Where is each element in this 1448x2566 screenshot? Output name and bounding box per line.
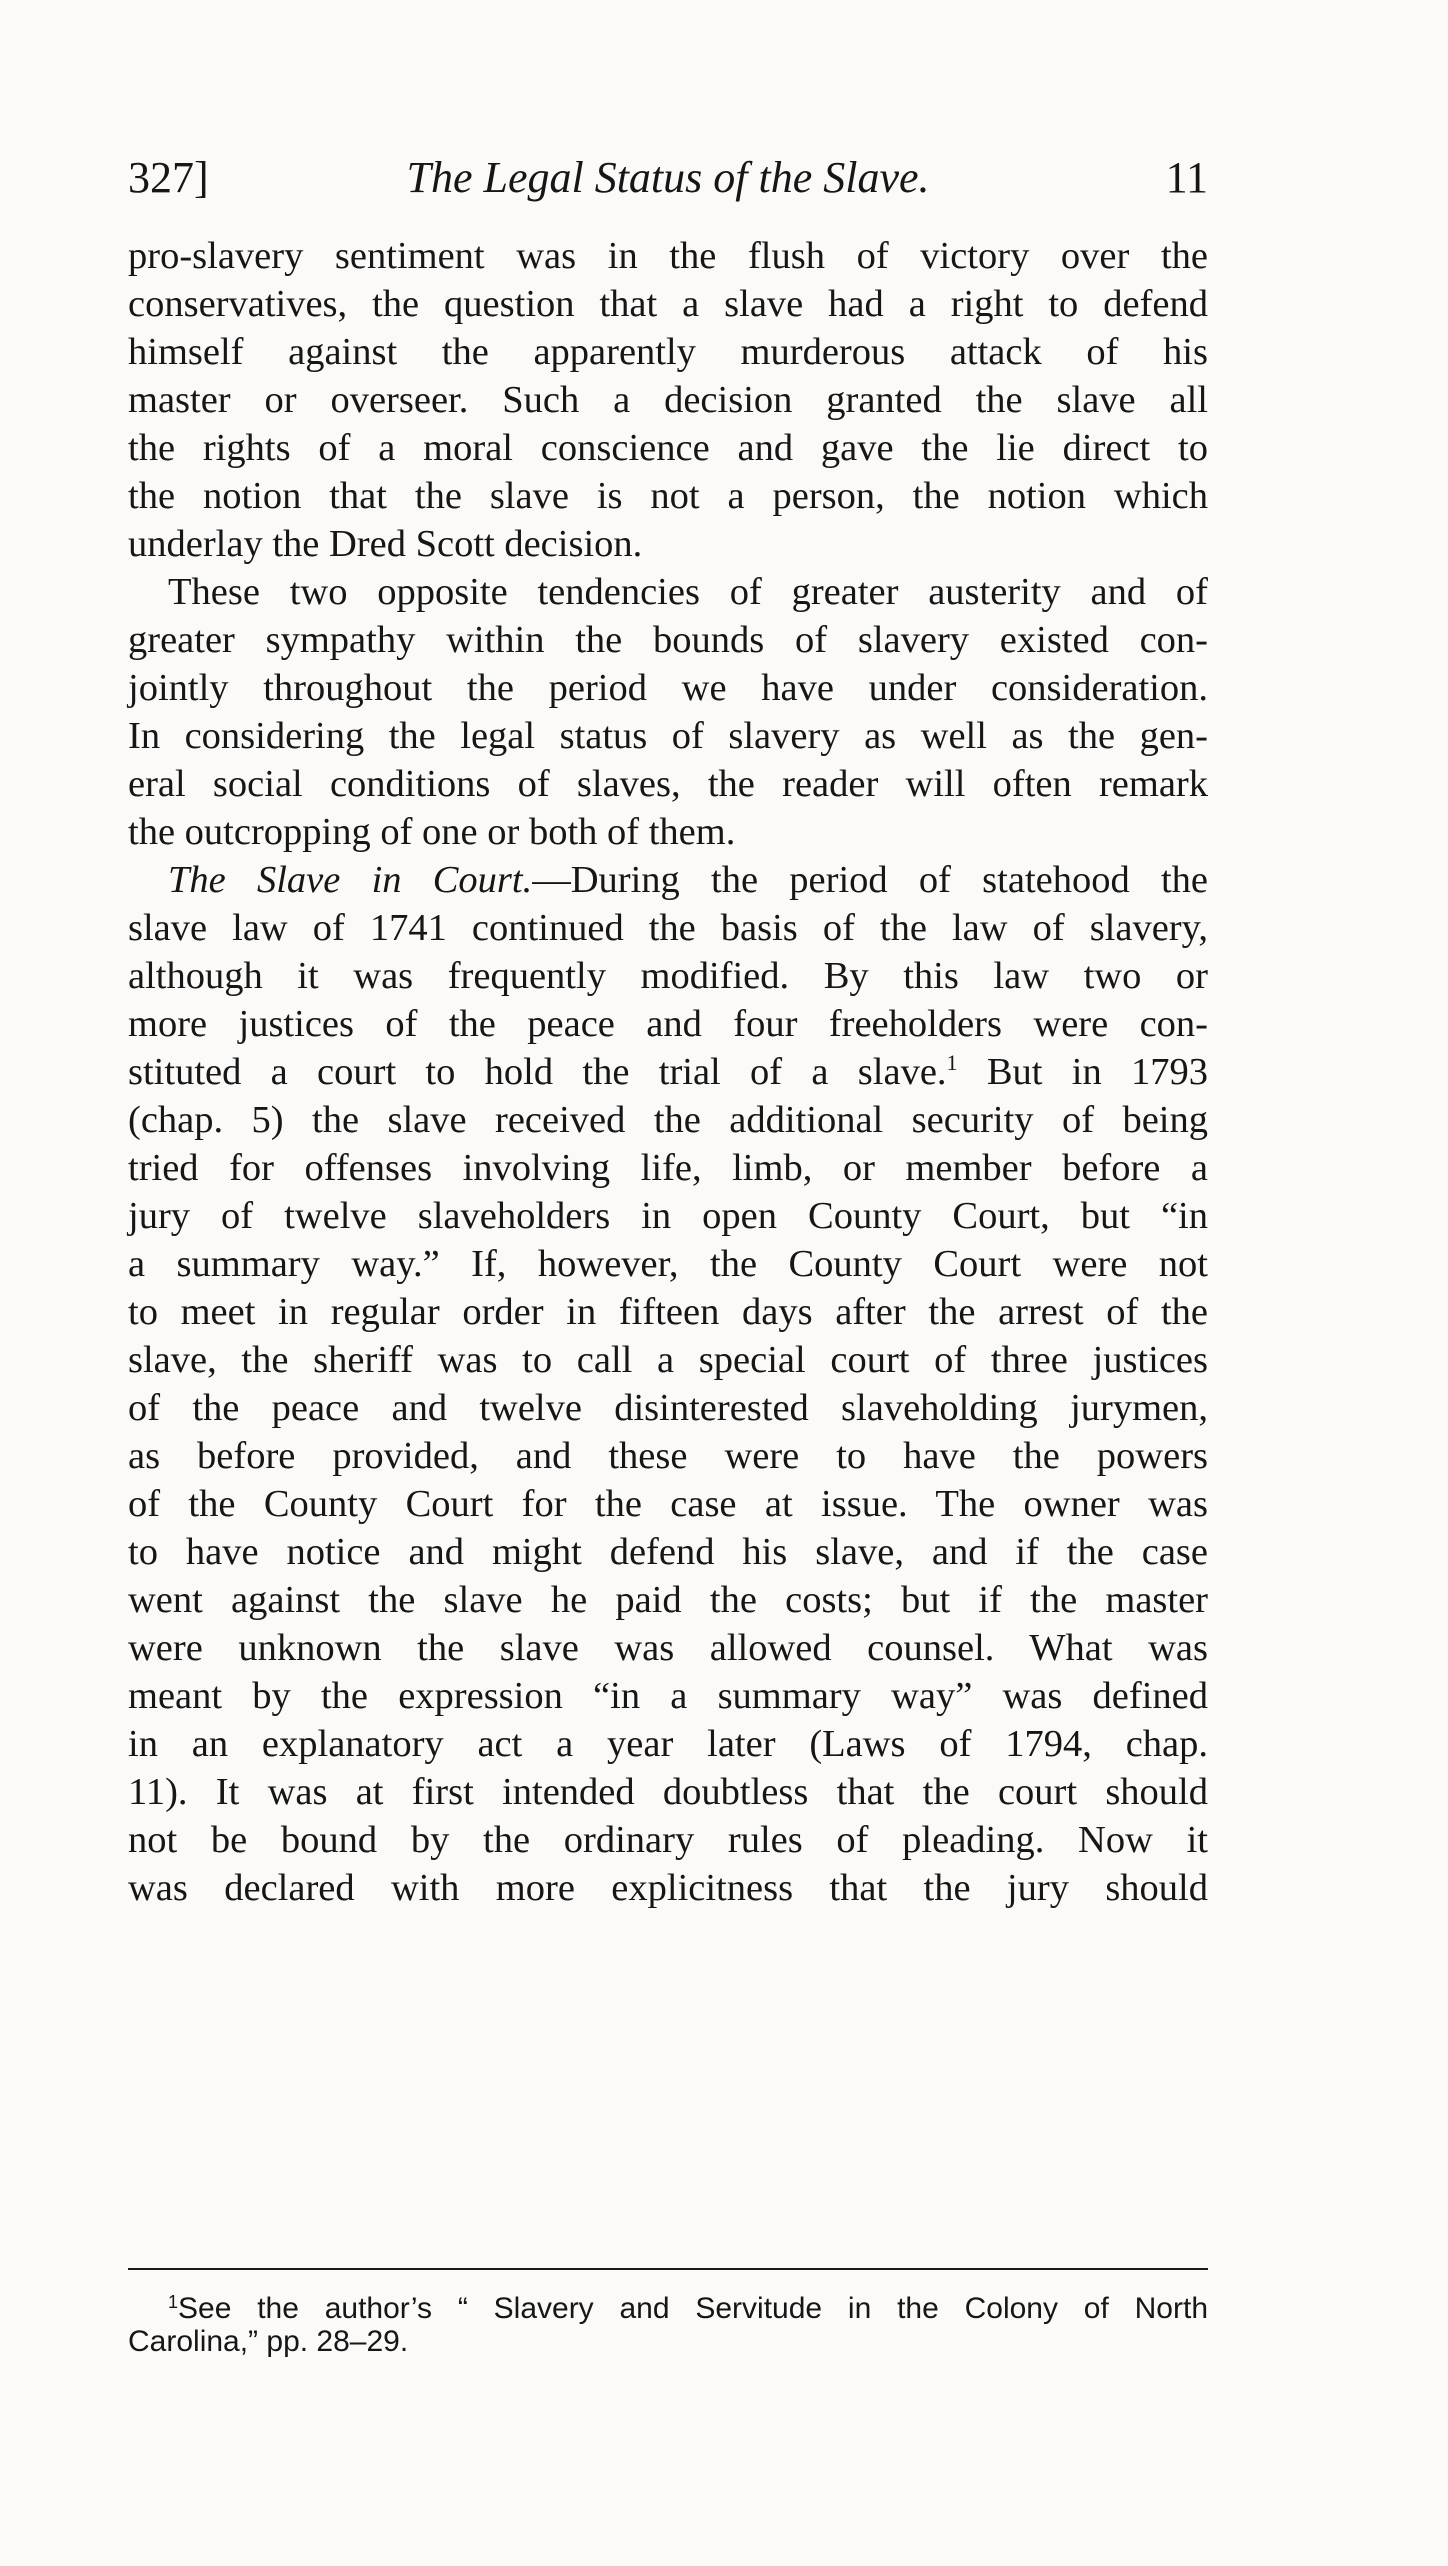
text-line: in an explanatory act a year later (Laws of 1794, chap.	[128, 1723, 1208, 1765]
text-line: the outcropping of one or both of them.	[128, 811, 736, 853]
text-line-with-note	[128, 1048, 1208, 1096]
text-line: slave law of 1741 continued the basis of the law of slavery,	[128, 907, 1208, 949]
footnote-mark: 1	[168, 2292, 179, 2312]
text-line: to meet in regular order in fifteen days after the arrest of the	[128, 1291, 1208, 1333]
text-line: These two opposite tendencies of greater austerity and of	[168, 571, 1208, 613]
text-line: not be bound by the ordinary rules of pleading. Now it	[128, 1819, 1208, 1861]
text-line: although it was frequently modified. By this law two or	[128, 955, 1208, 997]
text-line: tried for offenses involving life, limb, or member before a	[128, 1147, 1208, 1189]
text-line: In considering the legal status of slavery as well as the gen-	[128, 715, 1208, 757]
running-title: The Legal Status of the Slave.	[406, 153, 930, 202]
text-line: master or overseer. Such a decision granted the slave all	[128, 379, 1208, 421]
footnote-divider	[128, 2268, 1208, 2270]
footnotes	[128, 2282, 1208, 2362]
text-line: conservatives, the question that a slave had a right to defend	[128, 283, 1208, 325]
text-line: was declared with more explicitness that the jury should	[128, 1867, 1208, 1909]
text-line: 11). It was at first intended doubtless that the court should	[128, 1771, 1208, 1813]
text-line: (chap. 5) the slave received the additional security of being	[128, 1099, 1208, 1141]
footnote-reference[interactable]: 1	[946, 1050, 958, 1075]
text-run: —During the period of statehood the	[532, 859, 1208, 901]
page-reference: 327]	[128, 153, 209, 202]
text-line: the notion that the slave is not a person, the notion which	[128, 475, 1208, 517]
body-text	[128, 232, 1208, 1912]
text-line: went against the slave he paid the costs; but if the master	[128, 1579, 1208, 1621]
footnote-text: See the author’s “ Slavery and Servitude in the Colony of North	[178, 2292, 1208, 2325]
text-line: of the County Court for the case at issue. The owner was	[128, 1483, 1208, 1525]
footnote-line	[128, 2282, 1208, 2325]
text-line: pro-slavery sentiment was in the flush of victory over the	[128, 235, 1208, 277]
section-heading: The Slave in Court.	[168, 859, 533, 901]
text-line: as before provided, and these were to have the powers	[128, 1435, 1208, 1477]
text-line: slave, the sheriff was to call a special court of three justices	[128, 1339, 1208, 1381]
text-run: But in 1793	[957, 1051, 1208, 1093]
text-run: stituted a court to hold the trial of a slave.	[128, 1051, 947, 1093]
text-line: eral social conditions of slaves, the reader will often remark	[128, 763, 1208, 805]
text-line: of the peace and twelve disinterested slaveholding jurymen,	[128, 1387, 1208, 1429]
running-head	[128, 152, 1208, 216]
text-line: were unknown the slave was allowed counsel. What was	[128, 1627, 1208, 1669]
text-line: meant by the expression “in a summary way” was defined	[128, 1675, 1208, 1717]
text-line: a summary way.” If, however, the County Court were not	[128, 1243, 1208, 1285]
text-line: himself against the apparently murderous attack of his	[128, 331, 1208, 373]
text-line-section	[128, 856, 1208, 904]
page-number: 11	[1165, 153, 1208, 202]
text-line: the rights of a moral conscience and gave the lie direct to	[128, 427, 1208, 469]
text-line: more justices of the peace and four freeholders were con-	[128, 1003, 1208, 1045]
text-line: greater sympathy within the bounds of slavery existed con-	[128, 619, 1208, 661]
footnote-line: Carolina,” pp. 28–29.	[128, 2325, 409, 2358]
text-line: to have notice and might defend his slave, and if the case	[128, 1531, 1208, 1573]
text-line: jury of twelve slaveholders in open County Court, but “in	[128, 1195, 1208, 1237]
text-line: jointly throughout the period we have under consideration.	[128, 667, 1208, 709]
text-line: underlay the Dred Scott decision.	[128, 523, 643, 565]
